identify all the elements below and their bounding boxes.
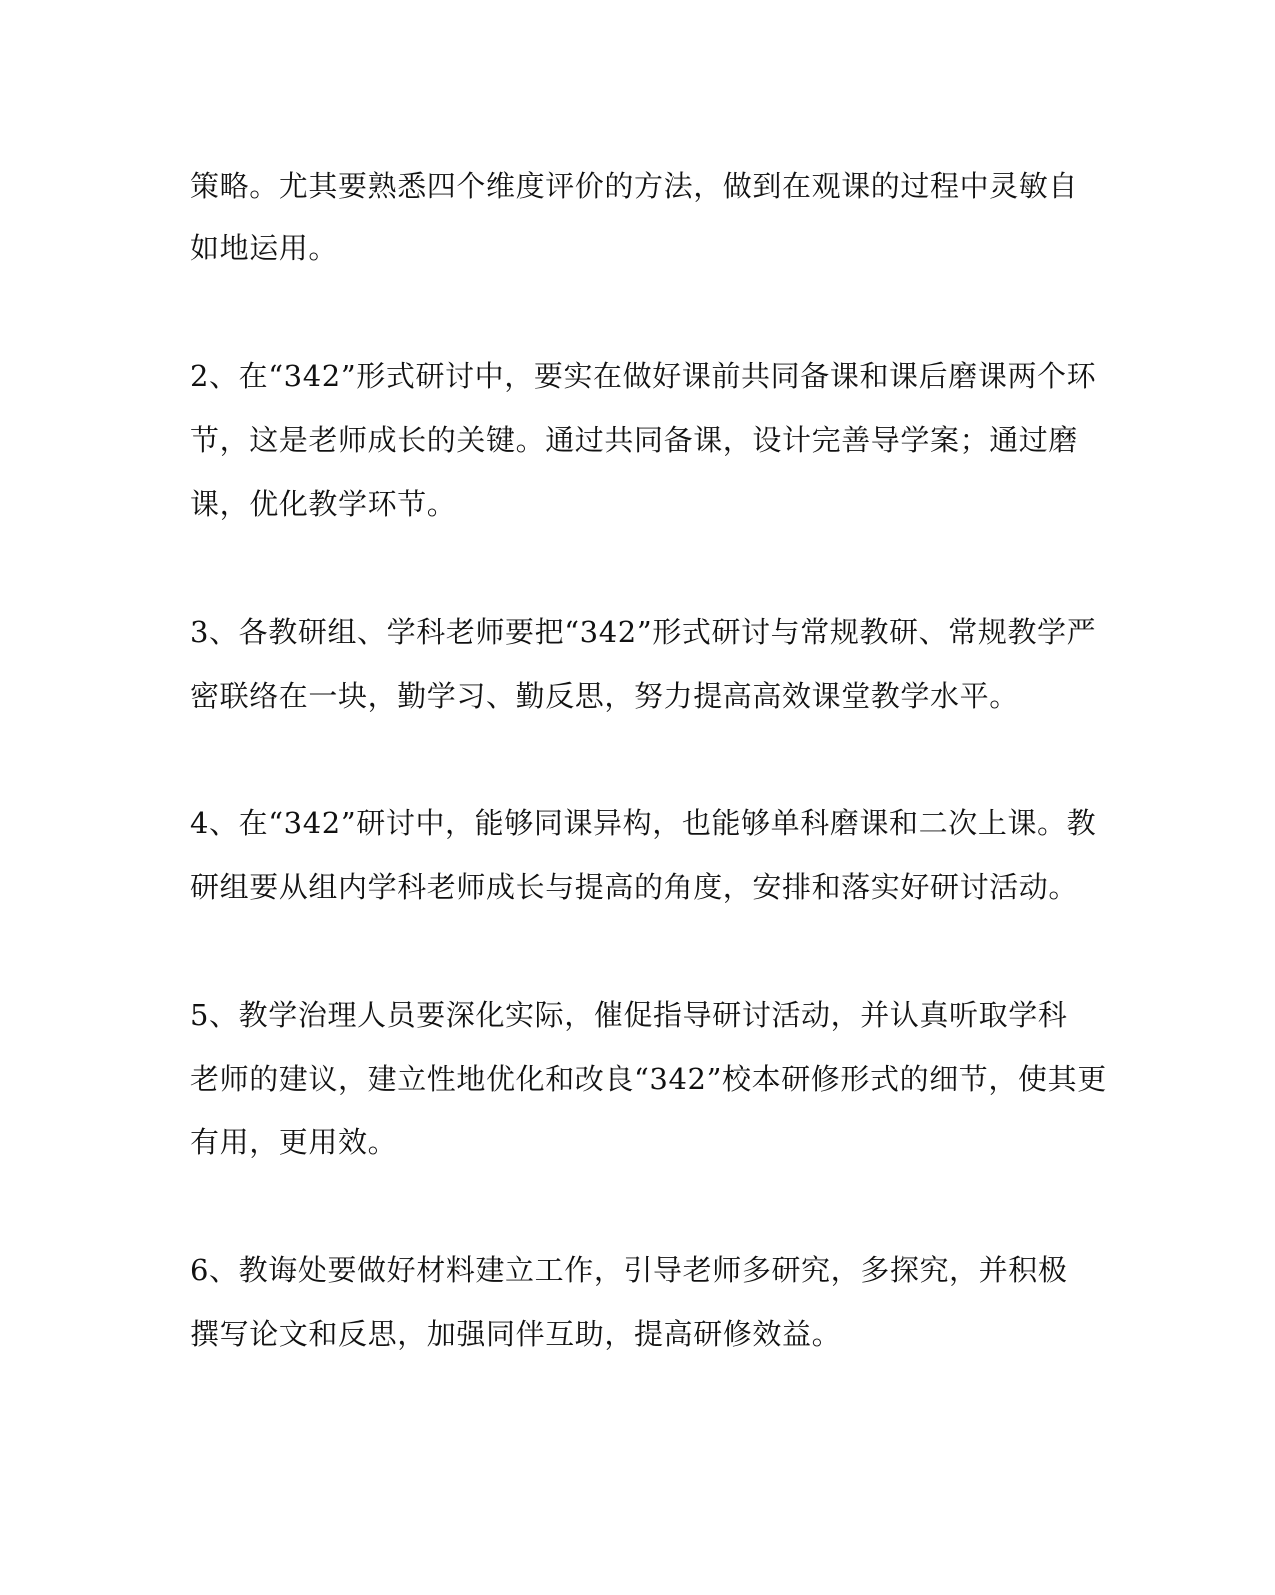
paragraph-5-line-3: 有用，更用效。 xyxy=(190,1125,398,1159)
paragraph-5-line-2: 老师的建议，建立性地优化和改良“342”校本研修形式的细节，使其更 xyxy=(190,1062,1107,1096)
paragraph-2-line-2: 节，这是老师成长的关键。通过共同备课，设计完善导学案；通过磨 xyxy=(190,423,1079,457)
paragraph-3-line-1: 3、各教研组、学科老师要把“342”形式研讨与常规教研、常规教学严 xyxy=(190,615,1097,649)
paragraph-3-line-2: 密联络在一块，勤学习、勤反思，努力提高高效课堂教学水平。 xyxy=(190,679,1019,713)
paragraph-1-line-1: 策略。尤其要熟悉四个维度评价的方法，做到在观课的过程中灵敏自 xyxy=(190,169,1079,203)
paragraph-5-line-1: 5、教学治理人员要深化实际，催促指导研讨活动，并认真听取学科 xyxy=(190,998,1068,1032)
paragraph-2-line-1: 2、在“342”形式研讨中，要实在做好课前共同备课和课后磨课两个环 xyxy=(190,359,1097,393)
paragraph-6-line-2: 撰写论文和反思，加强同伴互助，提高研修效益。 xyxy=(190,1317,842,1351)
paragraph-4-line-1: 4、在“342”研讨中，能够同课异构，也能够单科磨课和二次上课。教 xyxy=(190,806,1097,840)
paragraph-6-line-1: 6、教诲处要做好材料建立工作，引导老师多研究，多探究，并积极 xyxy=(190,1253,1068,1287)
paragraph-2-line-3: 课，优化教学环节。 xyxy=(190,487,457,521)
paragraph-1-line-2: 如地运用。 xyxy=(190,231,339,265)
paragraph-4-line-2: 研组要从组内学科老师成长与提高的角度，安排和落实好研讨活动。 xyxy=(190,870,1079,904)
